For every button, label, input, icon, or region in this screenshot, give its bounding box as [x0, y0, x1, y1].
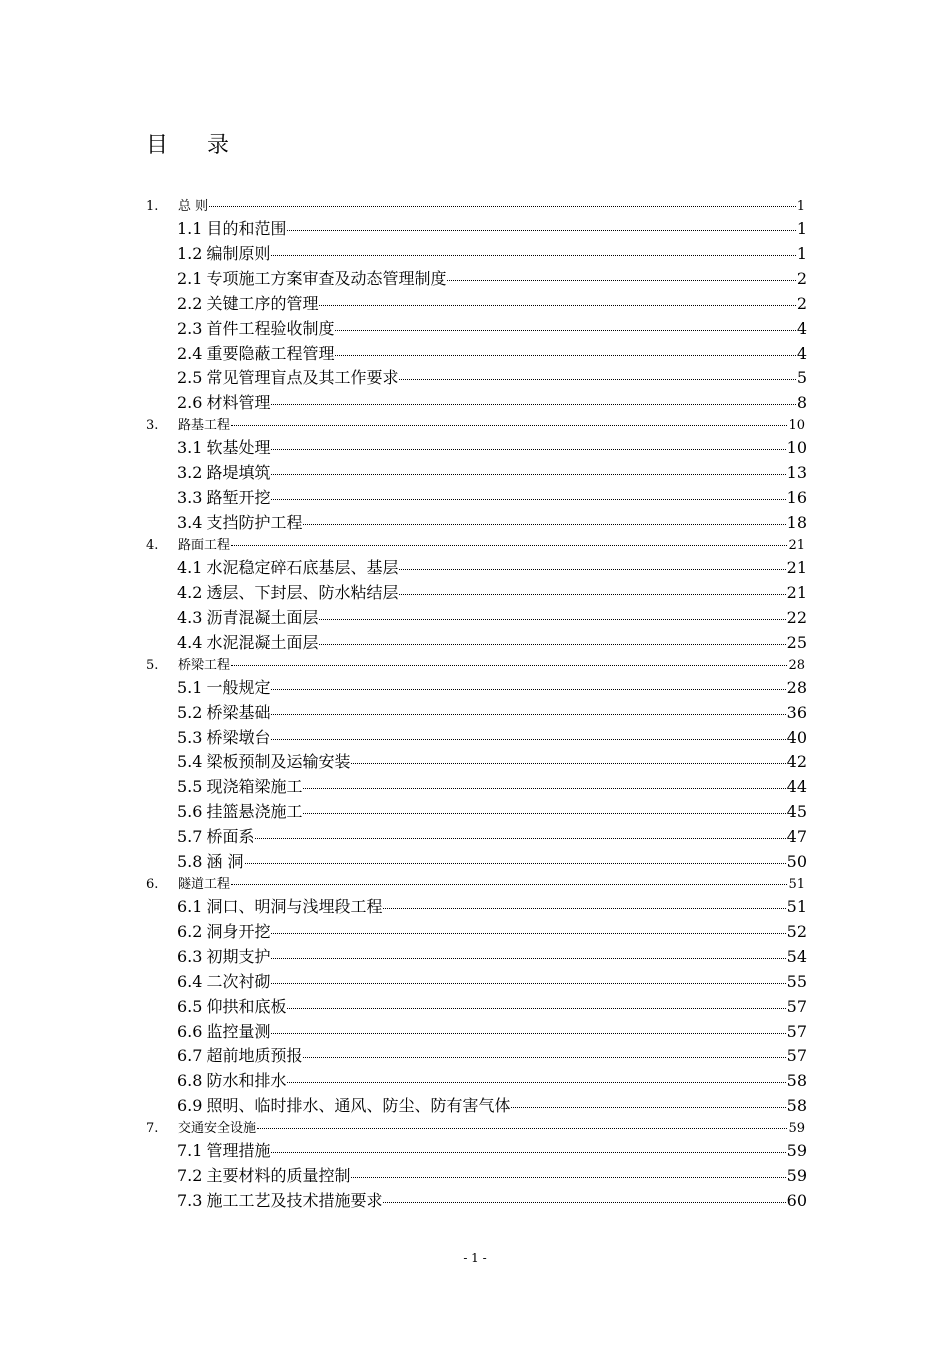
toc-entry[interactable] [177, 555, 807, 578]
toc-dot-leader [303, 1057, 785, 1058]
toc-entry[interactable] [177, 944, 807, 967]
toc-dot-leader [351, 1177, 785, 1178]
toc-entry[interactable] [177, 1163, 807, 1186]
toc-dot-leader [271, 1033, 785, 1034]
toc-entry[interactable] [177, 824, 807, 847]
toc-dot-leader [383, 1202, 785, 1203]
toc-entry-number: 5.4 [177, 752, 203, 772]
toc-entry-number: 5. [146, 657, 159, 673]
toc-entry-page: 21 [786, 558, 807, 577]
toc-entry-page: 21 [786, 582, 807, 602]
toc-entry-number: 5.6 [177, 802, 203, 822]
toc-dot-leader [245, 863, 786, 864]
toc-entry-page: 44 [786, 777, 807, 797]
toc-entry[interactable] [177, 1093, 807, 1116]
toc-dot-leader [271, 255, 795, 256]
toc-entry-page: 2 [796, 268, 807, 288]
toc-entry-page: 57 [786, 1021, 807, 1041]
toc-entry-page: 10 [786, 438, 807, 458]
toc-entry-page: 8 [796, 393, 807, 413]
toc-entry-page: 47 [786, 827, 807, 847]
toc-entry-page: 58 [786, 1071, 807, 1091]
toc-entry-title: 涵 洞 [206, 852, 244, 871]
toc-entry-page: 1 [796, 243, 807, 263]
toc-dot-leader [287, 230, 795, 231]
toc-dot-leader [511, 1107, 785, 1108]
toc-entry-number: 2.5 [177, 368, 203, 388]
toc-entry[interactable] [177, 749, 807, 772]
toc-entry-page: 59 [788, 1121, 805, 1137]
toc-entry-number: 2.1 [177, 268, 203, 288]
toc-entry-title: 洞身开挖 [206, 921, 271, 941]
toc-entry-page: 5 [796, 368, 807, 388]
toc-entry-page: 18 [786, 513, 807, 532]
toc-entry-title: 目的和范围 [206, 219, 287, 238]
toc-entry-title: 挂篮悬浇施工 [206, 802, 303, 822]
toc-entry-title: 首件工程验收制度 [206, 318, 335, 338]
toc-entry-title: 支挡防护工程 [206, 513, 303, 532]
toc-dot-leader [399, 379, 795, 380]
toc-entry-page: 10 [788, 418, 805, 434]
toc-entry-title: 桥面系 [206, 827, 255, 847]
toc-dot-leader [255, 838, 785, 839]
toc-entry[interactable] [177, 580, 807, 603]
toc-entry-title: 材料管理 [206, 393, 271, 413]
toc-entry-title: 主要材料的质量控制 [206, 1166, 351, 1186]
toc-entry-page: 22 [786, 607, 807, 627]
toc-entry-page: 59 [786, 1141, 807, 1161]
toc-entry-number: 6.4 [177, 971, 203, 991]
toc-entry-title: 现浇箱梁施工 [206, 777, 303, 797]
toc-entry-title: 路堤填筑 [206, 463, 271, 483]
toc-entry-title: 重要隐蔽工程管理 [206, 343, 335, 363]
toc-entry-title: 关键工序的管理 [206, 293, 319, 313]
toc-entry[interactable] [177, 291, 807, 314]
toc-entry-number: 3. [146, 418, 159, 434]
toc-entry-title: 路基工程 [178, 418, 231, 434]
toc-entry[interactable] [177, 1138, 807, 1161]
toc-dot-leader [319, 305, 795, 306]
toc-entry-page: 13 [786, 463, 807, 483]
toc-dot-leader [303, 813, 785, 814]
toc-entry[interactable] [177, 774, 807, 797]
toc-dot-leader [287, 1082, 785, 1083]
toc-entry-number: 6. [146, 877, 159, 892]
toc-entry-number: 7.1 [177, 1141, 203, 1161]
toc-entry-title: 超前地质预报 [206, 1046, 303, 1066]
toc-entry-page: 54 [786, 946, 807, 966]
toc-dot-leader [303, 788, 785, 789]
toc-entry[interactable] [177, 510, 807, 533]
toc-dot-leader [271, 474, 785, 475]
toc-dot-leader [271, 983, 785, 984]
toc-entry[interactable] [177, 435, 807, 458]
toc-entry-page: 60 [786, 1191, 807, 1210]
toc-entry[interactable] [177, 1019, 807, 1042]
toc-entry-title: 隧道工程 [178, 877, 231, 892]
toc-entry-number: 4.4 [177, 632, 203, 652]
toc-entry[interactable] [146, 1117, 805, 1136]
toc-entry-number: 6.9 [177, 1096, 203, 1116]
toc-entry-page: 28 [788, 657, 805, 673]
toc-dot-leader [271, 689, 785, 690]
toc-entry-page: 4 [796, 318, 807, 338]
toc-entry-number: 2.2 [177, 293, 203, 313]
toc-entry-number: 2.3 [177, 318, 203, 338]
toc-entry-page: 51 [788, 877, 805, 892]
toc-dot-leader [231, 884, 787, 885]
toc-entry-title: 梁板预制及运输安装 [206, 752, 351, 772]
toc-entry[interactable] [177, 605, 807, 628]
toc-entry-title: 桥梁工程 [178, 657, 231, 673]
toc-dot-leader [271, 958, 785, 959]
toc-entry-number: 6.2 [177, 921, 203, 941]
toc-entry[interactable] [177, 1188, 807, 1211]
toc-entry[interactable] [177, 241, 807, 264]
toc-entry-number: 7.3 [177, 1191, 203, 1210]
toc-entry-title: 照明、临时排水、通风、防尘、防有害气体 [206, 1096, 511, 1116]
toc-entry-number: 2.4 [177, 343, 203, 363]
toc-entry-page: 36 [786, 702, 807, 722]
toc-entry[interactable] [177, 849, 807, 872]
toc-entry-title: 监控量测 [206, 1021, 271, 1041]
toc-entry[interactable] [177, 894, 807, 917]
page-number-footer: - 1 - [463, 1251, 487, 1265]
toc-entry-page: 2 [796, 293, 807, 313]
toc-entry-page: 42 [786, 752, 807, 772]
toc-entry-title: 洞口、明洞与浅埋段工程 [206, 897, 383, 916]
toc-dot-leader [257, 1128, 787, 1129]
toc-entry-page: 1 [796, 199, 805, 214]
toc-entry[interactable] [177, 675, 807, 698]
toc-dot-leader [231, 425, 787, 426]
toc-entry-title: 一般规定 [206, 677, 271, 697]
toc-entry[interactable] [177, 630, 807, 653]
toc-entry-number: 3.4 [177, 513, 203, 532]
toc-dot-leader [231, 665, 787, 666]
toc-entry-title: 水泥稳定碎石底基层、基层 [206, 558, 399, 577]
toc-entry-page: 50 [786, 852, 807, 871]
toc-entry[interactable] [177, 485, 807, 508]
toc-entry[interactable] [177, 365, 807, 388]
toc-entry-number: 6.3 [177, 946, 203, 966]
toc-entry-number: 5.3 [177, 727, 203, 747]
toc-entry[interactable] [146, 873, 805, 892]
toc-entry-title: 透层、下封层、防水粘结层 [206, 582, 399, 602]
toc-entry-number: 3.3 [177, 488, 203, 508]
toc-dot-leader [303, 524, 785, 525]
toc-entry-number: 4.1 [177, 558, 203, 577]
toc-entry-number: 4.3 [177, 607, 203, 627]
toc-entry-number: 5.5 [177, 777, 203, 797]
toc-entry-page: 59 [786, 1166, 807, 1186]
toc-entry-page: 58 [786, 1096, 807, 1116]
toc-entry-number: 7. [146, 1121, 159, 1137]
toc-dot-leader [271, 933, 785, 934]
toc-entry-title: 施工工艺及技术措施要求 [206, 1191, 383, 1210]
toc-dot-leader [231, 545, 787, 546]
toc-entry-number: 4. [146, 538, 159, 553]
toc-entry[interactable] [177, 316, 807, 339]
toc-entry[interactable] [177, 725, 807, 748]
toc-entry-page: 51 [786, 897, 807, 916]
toc-entry-title: 桥梁墩台 [206, 727, 271, 747]
toc-dot-leader [447, 280, 795, 281]
toc-entry[interactable] [146, 654, 805, 673]
toc-entry-number: 5.7 [177, 827, 203, 847]
toc-entry-number: 1. [146, 199, 159, 214]
toc-entry-number: 1.1 [177, 219, 203, 238]
toc-entry-page: 55 [786, 971, 807, 991]
toc-entry-page: 28 [786, 677, 807, 697]
toc-entry-number: 4.2 [177, 582, 203, 602]
toc-dot-leader [399, 569, 785, 570]
toc-entry[interactable] [146, 414, 805, 433]
toc-entry-title: 水泥混凝土面层 [206, 632, 319, 652]
toc-entry-title: 常见管理盲点及其工作要求 [206, 368, 399, 388]
toc-dot-leader [271, 404, 795, 405]
toc-entry-title: 沥青混凝土面层 [206, 607, 319, 627]
toc-entry-title: 交通安全设施 [178, 1121, 257, 1137]
toc-dot-leader [383, 908, 785, 909]
toc-entry-title: 二次衬砌 [206, 971, 271, 991]
toc-entry[interactable] [146, 534, 805, 553]
toc-dot-leader [271, 714, 785, 715]
toc-entry-title: 初期支护 [206, 946, 271, 966]
toc-entry-page: 25 [786, 632, 807, 652]
toc-entry[interactable] [177, 994, 807, 1017]
toc-entry-number: 6.7 [177, 1046, 203, 1066]
toc-entry-number: 1.2 [177, 243, 203, 263]
toc-entry[interactable] [177, 700, 807, 723]
toc-entry-page: 16 [786, 488, 807, 508]
toc-entry-number: 3.1 [177, 438, 203, 458]
toc-entry-title: 总 则 [178, 199, 209, 214]
toc-entry-page: 57 [786, 996, 807, 1016]
toc-entry-number: 5.8 [177, 852, 203, 871]
toc-entry-number: 7.2 [177, 1166, 203, 1186]
toc-dot-leader [209, 206, 796, 207]
toc-dot-leader [335, 330, 795, 331]
toc-dot-leader [399, 594, 785, 595]
toc-entry-title: 仰拱和底板 [206, 996, 287, 1016]
toc-entry-number: 6.5 [177, 996, 203, 1016]
toc-dot-leader [271, 1152, 785, 1153]
toc-entry-number: 2.6 [177, 393, 203, 413]
toc-entry[interactable] [177, 1068, 807, 1091]
toc-entry-number: 5.2 [177, 702, 203, 722]
toc-entry-page: 4 [796, 343, 807, 363]
toc-entry-title: 路面工程 [178, 538, 231, 553]
toc-entry-title: 桥梁基础 [206, 702, 271, 722]
toc-entry[interactable] [177, 969, 807, 992]
toc-entry-number: 6.1 [177, 897, 203, 916]
toc-dot-leader [271, 499, 785, 500]
toc-entry[interactable] [146, 195, 805, 214]
toc-entry-title: 编制原则 [206, 243, 271, 263]
toc-entry[interactable] [177, 460, 807, 483]
toc-entry[interactable] [177, 919, 807, 942]
toc-entry-page: 57 [786, 1046, 807, 1066]
toc-dot-leader [351, 763, 785, 764]
toc-entry-number: 3.2 [177, 463, 203, 483]
toc-entry[interactable] [177, 216, 807, 239]
toc-entry-number: 6.6 [177, 1021, 203, 1041]
toc-dot-leader [271, 449, 785, 450]
toc-entry-page: 45 [786, 802, 807, 822]
toc-entry-page: 21 [788, 538, 805, 553]
toc-dot-leader [335, 355, 795, 356]
toc-entry-page: 52 [786, 921, 807, 941]
toc-dot-leader [271, 739, 785, 740]
toc-entry-title: 管理措施 [206, 1141, 271, 1161]
toc-entry-number: 5.1 [177, 677, 203, 697]
toc-entry-title: 路堑开挖 [206, 488, 271, 508]
toc-entry-title: 专项施工方案审查及动态管理制度 [206, 268, 447, 288]
toc-entry[interactable] [177, 266, 807, 289]
toc-dot-leader [287, 1008, 785, 1009]
toc-entry[interactable] [177, 390, 807, 413]
page-title: 目 录 [146, 133, 245, 158]
toc-entry-page: 1 [796, 219, 807, 238]
toc-entry[interactable] [177, 341, 807, 364]
toc-entry-title: 防水和排水 [206, 1071, 287, 1091]
toc-entry[interactable] [177, 1043, 807, 1066]
toc-entry[interactable] [177, 799, 807, 822]
toc-entry-title: 软基处理 [206, 438, 271, 458]
toc-dot-leader [319, 644, 785, 645]
toc-entry-number: 6.8 [177, 1071, 203, 1091]
toc-dot-leader [319, 619, 785, 620]
toc-entry-page: 40 [786, 727, 807, 747]
